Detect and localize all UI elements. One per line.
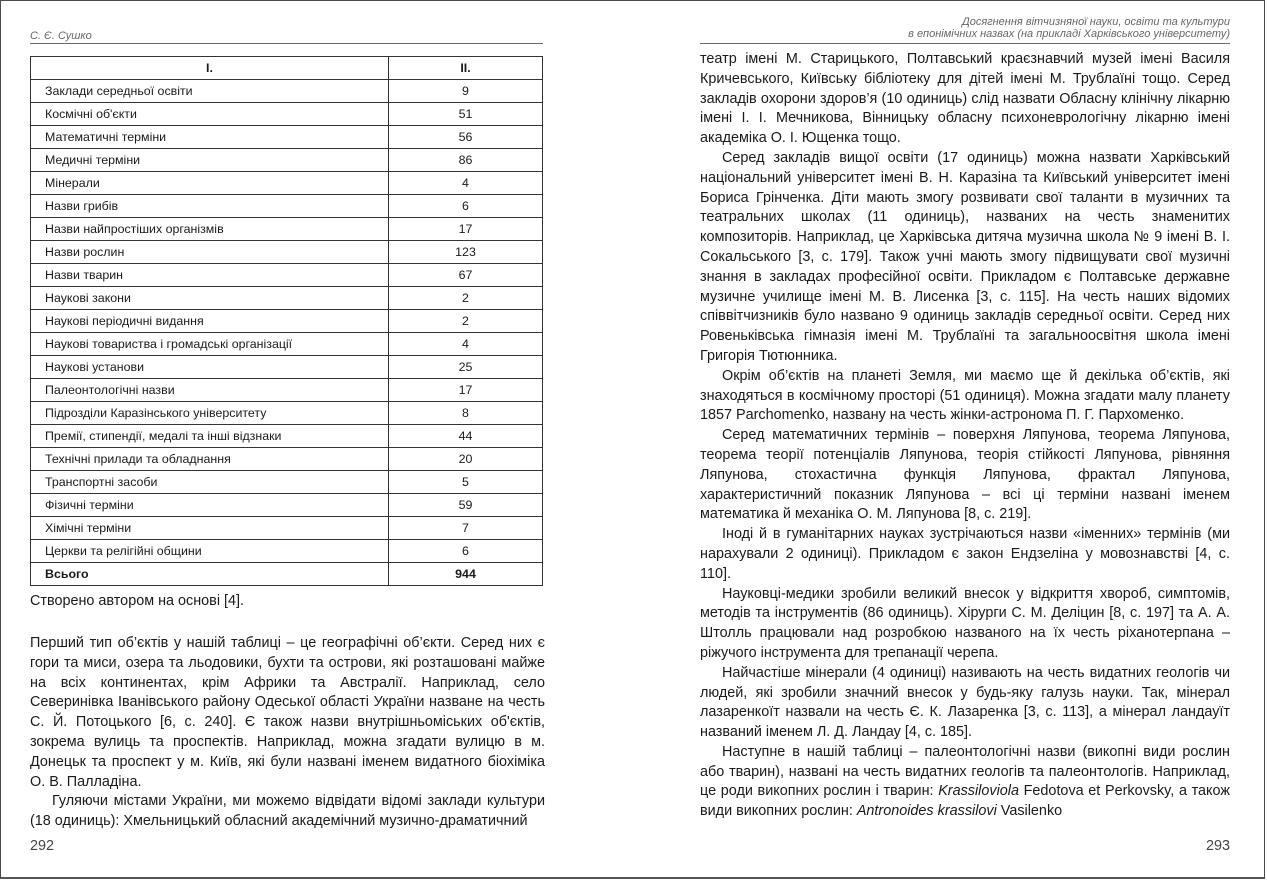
paragraph: Серед математичних термінів – поверхня Ляпунова, теорема Ляпунова, теорема теорії потенціалів Ляпунова, теорія стійкості Ляпунова, рівняння Ляпунова, стохастична функція Ляпунова, фрактал Ляпунова, характеристичний показник Ляпунова – всі ці терміни названі іменем математика й механіка О. М. Ляпунова [8, с. 219]. [700, 427, 1230, 523]
page-number: 293 [1205, 838, 1230, 854]
paragraph: Серед закладів вищої освіти (17 одиниць) можна назвати Харківський національний університет імені В. Н. Каразіна та Київський університет імені Бориса Грінченка. Діти мають змогу розвивати свої таланти в музичних та театральних школах (11 одиниць), названих на честь знаменитих композиторів. Наприклад, це Харківська дитяча музична школа № 9 імені В. І. Сокальського [3, с. 179]. Також учні мають змогу підвищувати свої музичні знання в закладах професійної освіти. Прикладом є Полтавське державне музичне училище імені М. В. Лисенка [3, с. 115]. На честь наших відомих співвітчизників було названо 9 одиниць закладів середньої освіти. Серед них Ровеньківська гімназія імені М. Трублаїні та загальноосвітня школа імені Григорія Тютюнника. [700, 149, 1230, 364]
category-name: Назви найпростіших організмів [31, 218, 389, 241]
category-name: Назви рослин [31, 241, 389, 264]
category-count: 123 [389, 241, 543, 264]
header-rule [30, 43, 543, 44]
category-name: Заклади середньої освіти [31, 80, 389, 103]
eponym-count-table [30, 56, 543, 586]
table-row [31, 356, 543, 379]
category-name: Космічні об'єкти [31, 103, 389, 126]
column-header: I. [31, 57, 389, 80]
table-source-note: Створено автором на основі [4]. [30, 593, 245, 609]
category-name: Математичні терміни [31, 126, 389, 149]
category-name: Медичні терміни [31, 149, 389, 172]
table-row [31, 402, 543, 425]
total-count: 944 [389, 563, 543, 586]
table-row [31, 425, 543, 448]
category-name: Назви тварин [31, 264, 389, 287]
total-label: Всього [31, 563, 389, 586]
header-rule [700, 43, 1230, 44]
category-count: 7 [389, 517, 543, 540]
paragraph: Іноді й в гуманітарних науках зустрічаються назви «іменних» термінів (ми нарахували 2 одиниці). Прикладом є закон Ендзеліна у мовознавстві [4, с. 110]. [700, 526, 1230, 582]
table-row [31, 126, 543, 149]
category-name: Наукові товариства і громадські організації [31, 333, 389, 356]
category-name: Церкви та релігійні общини [31, 540, 389, 563]
paragraph: Окрім об’єктів на планеті Земля, ми маємо ще й декілька об’єктів, які знаходяться в космічному просторі (51 одиниця). Можна згадати малу планету 1857 Parchomenko, названу на честь жінки-астронома П. Г. Пархоменко. [700, 367, 1230, 424]
category-name: Наукові закони [31, 287, 389, 310]
table-row [31, 517, 543, 540]
table-row [31, 80, 543, 103]
taxon-name: Antronoides krassilovi [856, 803, 997, 820]
table-row [31, 172, 543, 195]
paragraph: Гуляючи містами України, ми можемо відвідати відомі заклади культури (18 одиниць): Хмельницький обласний академічний музично-драматичний [30, 793, 545, 830]
category-name: Хімічні терміни [31, 517, 389, 540]
category-count: 51 [389, 103, 543, 126]
category-count: 4 [389, 333, 543, 356]
category-count: 86 [389, 149, 543, 172]
category-count: 8 [389, 402, 543, 425]
table-row [31, 149, 543, 172]
category-count: 17 [389, 379, 543, 402]
table-total-row [31, 563, 543, 586]
paragraph: театр імені М. Старицького, Полтавський краєзнавчий музей імені Василя Кричевського, Київську бібліотеку для дітей імені М. Трублаїні тощо. Серед закладів охорони здоров’я (10 одиниць) слід назвати Обласну клінічну лікарню імені І. І. Мечникова, Вінницьку обласну психоневрологічну лікарню імені академіка О. І. Ющенка тощо. [700, 51, 1230, 147]
category-name: Фізичні терміни [31, 494, 389, 517]
category-count: 2 [389, 310, 543, 333]
table-row [31, 264, 543, 287]
table-row [31, 379, 543, 402]
category-name: Премії, стипендії, медалі та інші відзнаки [31, 425, 389, 448]
table-row [31, 195, 543, 218]
table-row [31, 287, 543, 310]
category-count: 20 [389, 448, 543, 471]
table-row [31, 103, 543, 126]
table-row [31, 333, 543, 356]
table-row [31, 494, 543, 517]
table-header-row [31, 57, 543, 80]
taxon-name: Krassiloviola [938, 783, 1019, 800]
category-count: 59 [389, 494, 543, 517]
category-name: Назви грибів [31, 195, 389, 218]
category-name: Наукові періодичні видання [31, 310, 389, 333]
category-name: Транспортні засоби [31, 471, 389, 494]
table-row [31, 471, 543, 494]
category-count: 4 [389, 172, 543, 195]
paragraph: Найчастіше мінерали (4 одиниці) називають на честь видатних геологів чи людей, які зробили значний внесок у будь-яку галузь науки. Так, мінерал лазаренкоїт назвали на честь Є. К. Лазаренка [3, с. 113], а мінерал ландауїт названий іменем Л. Д. Ландау [4, с. 185]. [700, 664, 1230, 741]
table-row [31, 310, 543, 333]
left-body-text [30, 634, 545, 832]
paragraph: Науковці-медики зробили великий внесок у відкриття хвороб, симптомів, методів та інструментів (86 одиниць). Хірурги С. М. Деліцин [8, с. 197] та А. А. Штолль працювали над розробкою названого на їх честь ріханотерпана – ріжучого інструмента для трепанації черепа. [700, 585, 1230, 661]
category-name: Наукові установи [31, 356, 389, 379]
category-name: Технічні прилади та обладнання [31, 448, 389, 471]
category-count: 6 [389, 195, 543, 218]
category-count: 56 [389, 126, 543, 149]
category-count: 6 [389, 540, 543, 563]
category-name: Підрозділи Каразінського університету [31, 402, 389, 425]
column-header: II. [389, 57, 543, 80]
category-count: 44 [389, 425, 543, 448]
running-head-title: Досягнення вітчизняної науки, освіти та культури в епонімічних назвах (на прикладі Харківського університету) [908, 16, 1230, 40]
table-row [31, 218, 543, 241]
category-count: 5 [389, 471, 543, 494]
right-page [700, 0, 1230, 881]
category-count: 17 [389, 218, 543, 241]
table-row [31, 241, 543, 264]
right-body-text [700, 50, 1230, 822]
category-count: 9 [389, 80, 543, 103]
paragraph: Наступне в нашій таблиці – палеонтологічні назви (викопні види рослин або тварин), названі на честь видатних геологів та палеонтологів. Наприклад, це роди викопних рослин і тварин: Krassiloviola Fedotova et Perkovsky, а також види викопних рослин: Antronoides krassilovi Vasilenko [700, 743, 1230, 820]
paragraph: Перший тип об’єктів у нашій таблиці – це географічні об’єкти. Серед них є гори та миси, озера та льодовики, бухти та острови, які розташовані майже на всіх континентах, крім Африки та Австралії. Наприклад, село Северинівка Іванівського району Одеської області України назване на честь С. Й. Потоцького [6, с. 240]. Є також назви внутрішньоміських об'єктів, зокрема вулиць та проспектів. Наприклад, можна згадати вулицю в м. Донецьк та проспект у м. Київ, які були названі іменем видатного біохіміка О. В. Палладіна. [30, 635, 545, 790]
category-count: 25 [389, 356, 543, 379]
category-count: 2 [389, 287, 543, 310]
table-row [31, 540, 543, 563]
left-page [30, 0, 543, 881]
table-row [31, 448, 543, 471]
category-name: Палеонтологічні назви [31, 379, 389, 402]
running-head-author: С. Є. Сушко [30, 30, 92, 42]
page-number: 292 [30, 838, 55, 854]
category-count: 67 [389, 264, 543, 287]
category-name: Мінерали [31, 172, 389, 195]
